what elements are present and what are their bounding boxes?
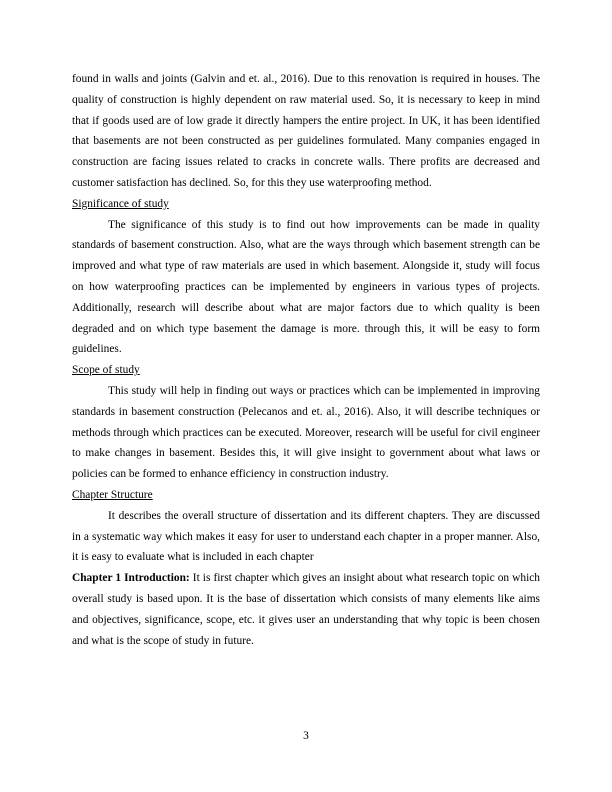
significance-heading: Significance of study	[72, 197, 169, 210]
chapter-1-text: It is first chapter which gives an insight about what research topic on which overall study is based upon. It is the base of dissertation which consists of many elements like aims and objectives, significance, scope, etc. it gives user an understanding that why topic is been chosen and what is the scope of study in future.	[72, 572, 540, 647]
page-number: 3	[303, 730, 309, 742]
scope-paragraph: This study will help in finding out ways or practices which can be implemented in improving standards in basement construction (Pelecanos and et. al., 2016). Also, it will describe techniques or methods through which practices can be executed. Moreover, research will be useful for civil engineer to make changes in basement. Besides this, it will give insight to government about what laws or policies can be formed to enhance efficiency in construction industry.	[72, 384, 540, 481]
chapter-1-paragraph	[72, 568, 540, 651]
chapter-1-label: Chapter 1 Introduction:	[72, 572, 190, 585]
chapter-structure-heading: Chapter Structure	[72, 488, 153, 501]
intro-paragraph: found in walls and joints (Galvin and et. al., 2016). Due to this renovation is required in houses. The quality of construction is highly dependent on raw material used. So, it is necessary to keep in mind that if goods used are of low grade it directly hampers the entire project. In UK, it has been identified that basements are not been constructed as per guidelines formulated. Many companies engaged in construction are facing issues related to cracks in concrete walls. There profits are decreased and customer satisfaction has declined. So, for this they use waterproofing method.	[72, 73, 540, 189]
chapter-structure-paragraph: It describes the overall structure of dissertation and its different chapters. They are discussed in a systematic way which makes it easy for user to understand each chapter in a proper manner. Also, it is easy to evaluate what is included in each chapter	[72, 509, 540, 564]
scope-heading: Scope of study	[72, 364, 140, 377]
significance-paragraph: The significance of this study is to find out how improvements can be made in quality standards of basement construction. Also, what are the ways through which basement strength can be improved and what type of raw materials are used in which basement. Alongside it, study will focus on how waterproofing practices can be implemented by engineers in various types of projects. Additionally, research will describe about what are major factors due to which quality is been degraded and on which type basement the damage is more. through this, it will be easy to form guidelines.	[72, 218, 540, 356]
document-page	[72, 69, 540, 651]
